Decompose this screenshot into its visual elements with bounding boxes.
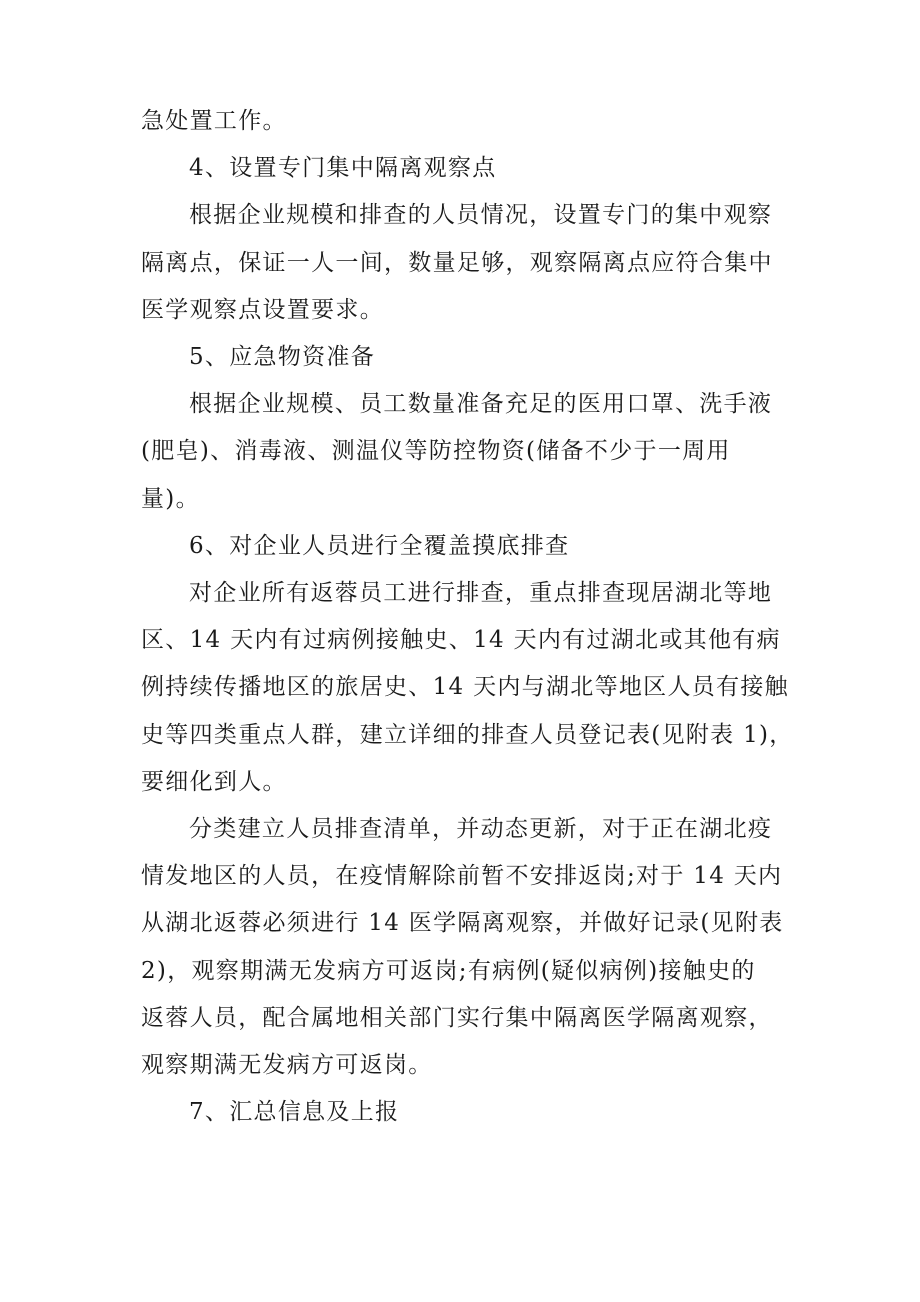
text-line: 区、14 天内有过病例接触史、14 天内有过湖北或其他有病 [141, 627, 781, 654]
document-body [141, 98, 794, 1136]
text-line: 医学观察点设置要求。 [141, 296, 384, 323]
heading-text: 6、对企业人员进行全覆盖摸底排查 [189, 532, 570, 559]
paragraph-5 [141, 381, 781, 523]
paragraph-continuation [141, 98, 781, 145]
section-heading-5 [141, 334, 781, 381]
text-line: 根据企业规模和排查的人员情况，设置专门的集中观察 [189, 202, 773, 229]
text-line: 情发地区的人员，在疫情解除前暂不安排返岗;对于 14 天内 [141, 863, 783, 890]
paragraph-4 [141, 192, 781, 334]
text-line: 从湖北返蓉必须进行 14 医学隔离观察，并做好记录(见附表 [141, 910, 784, 937]
section-heading-4 [141, 145, 781, 192]
heading-text: 4、设置专门集中隔离观察点 [189, 155, 497, 182]
section-heading-6 [141, 523, 781, 570]
text-line: (肥皂)、消毒液、测温仪等防控物资(储备不少于一周用 [141, 438, 731, 465]
text-line: 急处置工作。 [141, 108, 287, 134]
paragraph-6 [141, 570, 794, 806]
text-line: 史等四类重点人群，建立详细的排查人员登记表(见附表 1)， [141, 721, 794, 748]
text-line: 返蓉人员，配合属地相关部门实行集中隔离医学隔离观察， [141, 1004, 773, 1031]
text-line: 观察期满无发病方可返岗。 [141, 1052, 433, 1079]
heading-text: 5、应急物资准备 [189, 344, 376, 371]
text-line: 量)。 [141, 485, 200, 512]
text-line: 根据企业规模、员工数量准备充足的医用口罩、洗手液 [189, 391, 773, 418]
text-line: 分类建立人员排查清单，并动态更新，对于正在湖北疫 [189, 816, 773, 843]
text-line: 例持续传播地区的旅居史、14 天内与湖北等地区人员有接触 [141, 674, 789, 701]
section-heading-7 [141, 1089, 781, 1136]
text-line: 要细化到人。 [141, 768, 287, 795]
text-line: 对企业所有返蓉员工进行排查，重点排查现居湖北等地 [189, 580, 773, 607]
text-line: 2)，观察期满无发病方可返岗;有病例(疑似病例)接触史的 [141, 957, 756, 984]
paragraph-6b [141, 806, 784, 1089]
heading-text: 7、汇总信息及上报 [189, 1099, 400, 1126]
text-line: 隔离点，保证一人一间，数量足够，观察隔离点应符合集中 [141, 249, 773, 276]
